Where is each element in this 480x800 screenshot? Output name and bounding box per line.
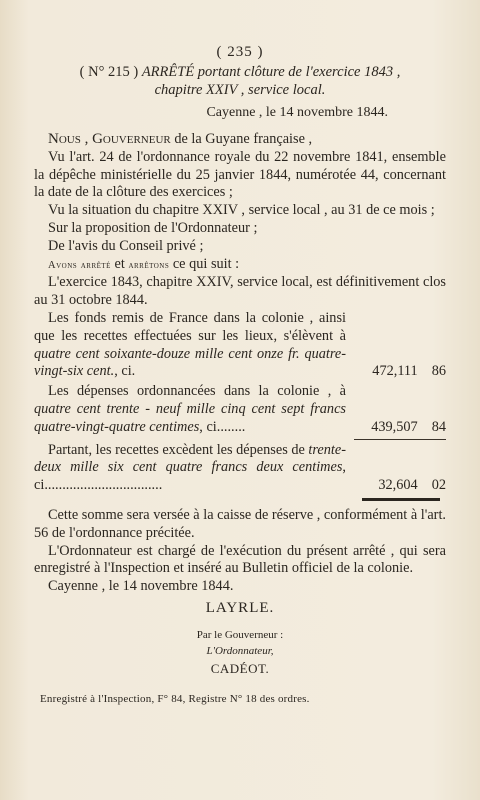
recettes-amount xyxy=(358,363,446,381)
et-word: et xyxy=(110,255,129,272)
versement-paragraph: Cette somme sera versée à la caisse de réserve , conformément à l'art. 56 de l'ordonnance précitée. xyxy=(34,506,446,541)
ordonnateur-title: L'Ordonnateur, xyxy=(206,644,274,657)
registration-footer: Enregistré à l'Inspection, F° 84, Registre N° 18 des ordres. xyxy=(40,692,310,705)
recettes-paragraph xyxy=(34,310,446,381)
considerant-1: Vu l'art. 24 de l'ordonnance royale du 22 novembre 1841, ensemble la dépêche ministérielle du 25 janvier 1844, numérotée 44, concernant la date de la clôture des exercices ; xyxy=(34,148,446,201)
depenses-amount xyxy=(357,419,446,437)
closing-date: Cayenne , le 14 novembre 1844. xyxy=(48,578,234,595)
considerant-2: Vu la situation du chapitre XXIV , service local , au 31 de ce mois ; xyxy=(48,202,435,219)
governor-signature: LAYRLE. xyxy=(205,599,275,616)
excedent-amount xyxy=(364,477,446,495)
sum-rule xyxy=(354,439,446,440)
avons-word: Avons xyxy=(48,259,78,271)
excedent-cents: 02 xyxy=(431,477,446,494)
recettes-cents: 86 xyxy=(431,363,446,380)
opening-line xyxy=(34,131,446,149)
decree-heading xyxy=(34,63,446,99)
total-rule xyxy=(362,498,440,501)
arrete-intro-rest: ce qui suit : xyxy=(169,255,240,272)
article-1: L'exercice 1843, chapitre XXIV, service local, est définitivement clos au 31 octobre 1844. xyxy=(34,274,446,309)
decree-title-line2: chapitre XXIV , service local. xyxy=(154,82,326,98)
depenses-amount-words: quatre cent trente - neuf mille cinq cent sept francs quatre-vingt-quatre centimes xyxy=(34,400,346,435)
arrete-intro xyxy=(34,256,446,275)
depenses-cents: 84 xyxy=(431,418,446,435)
excedent-francs: 32,604 xyxy=(378,477,418,494)
recettes-francs: 472,111 xyxy=(372,363,418,380)
considerant-3: Sur la proposition de l'Ordonnateur ; xyxy=(48,219,258,236)
arrete-word: arrêté xyxy=(80,259,111,271)
place-date: Cayenne , le 14 novembre 1844. xyxy=(206,105,388,120)
depenses-francs: 439,507 xyxy=(371,418,418,435)
opening-rest: de la Guyane française , xyxy=(170,131,313,147)
opening-nous: Nous , Gouverneur xyxy=(48,131,171,147)
decree-number: ( N° 215 ) xyxy=(79,64,139,80)
recettes-text: Les fonds remis de France dans la colonie , ainsi que les recettes effectuées sur les lieux, s'élèvent à xyxy=(34,309,346,344)
depenses-text: Les dépenses ordonnancées dans la colonie , à xyxy=(48,383,346,400)
depenses-ci: , ci........ xyxy=(199,418,246,435)
page-number: ( 235 ) xyxy=(216,44,264,60)
excedent-text: Partant, les recettes excèdent les dépenses de xyxy=(48,441,309,458)
recettes-ci: , ci. xyxy=(114,363,136,380)
considerant-4: De l'avis du Conseil privé ; xyxy=(48,237,204,254)
excedent-paragraph xyxy=(34,442,446,495)
depenses-paragraph xyxy=(34,383,446,436)
execution-paragraph: L'Ordonnateur est chargé de l'exécution du présent arrêté , qui sera enregistré à l'Inspection et inséré au Bulletin officiel de la colonie. xyxy=(34,542,446,577)
ordonnateur-name: CADÉOT. xyxy=(210,660,270,676)
document-body xyxy=(34,44,446,705)
excedent-amount-words: trente-deux mille six cent quatre francs deux centimes xyxy=(34,441,346,476)
arretons-word: arrêtons xyxy=(128,259,170,271)
excedent-ci: , ci................................. xyxy=(34,459,346,494)
recettes-amount-words: quatre cent soixante-douze mille cent onze fr. quatre-vingt-six cent. xyxy=(34,345,346,380)
par-le-gouverneur: Par le Gouverneur : xyxy=(196,628,284,641)
decree-title-line1: ARRÊTÉ portant clôture de l'exercice 1843 , xyxy=(141,64,401,80)
